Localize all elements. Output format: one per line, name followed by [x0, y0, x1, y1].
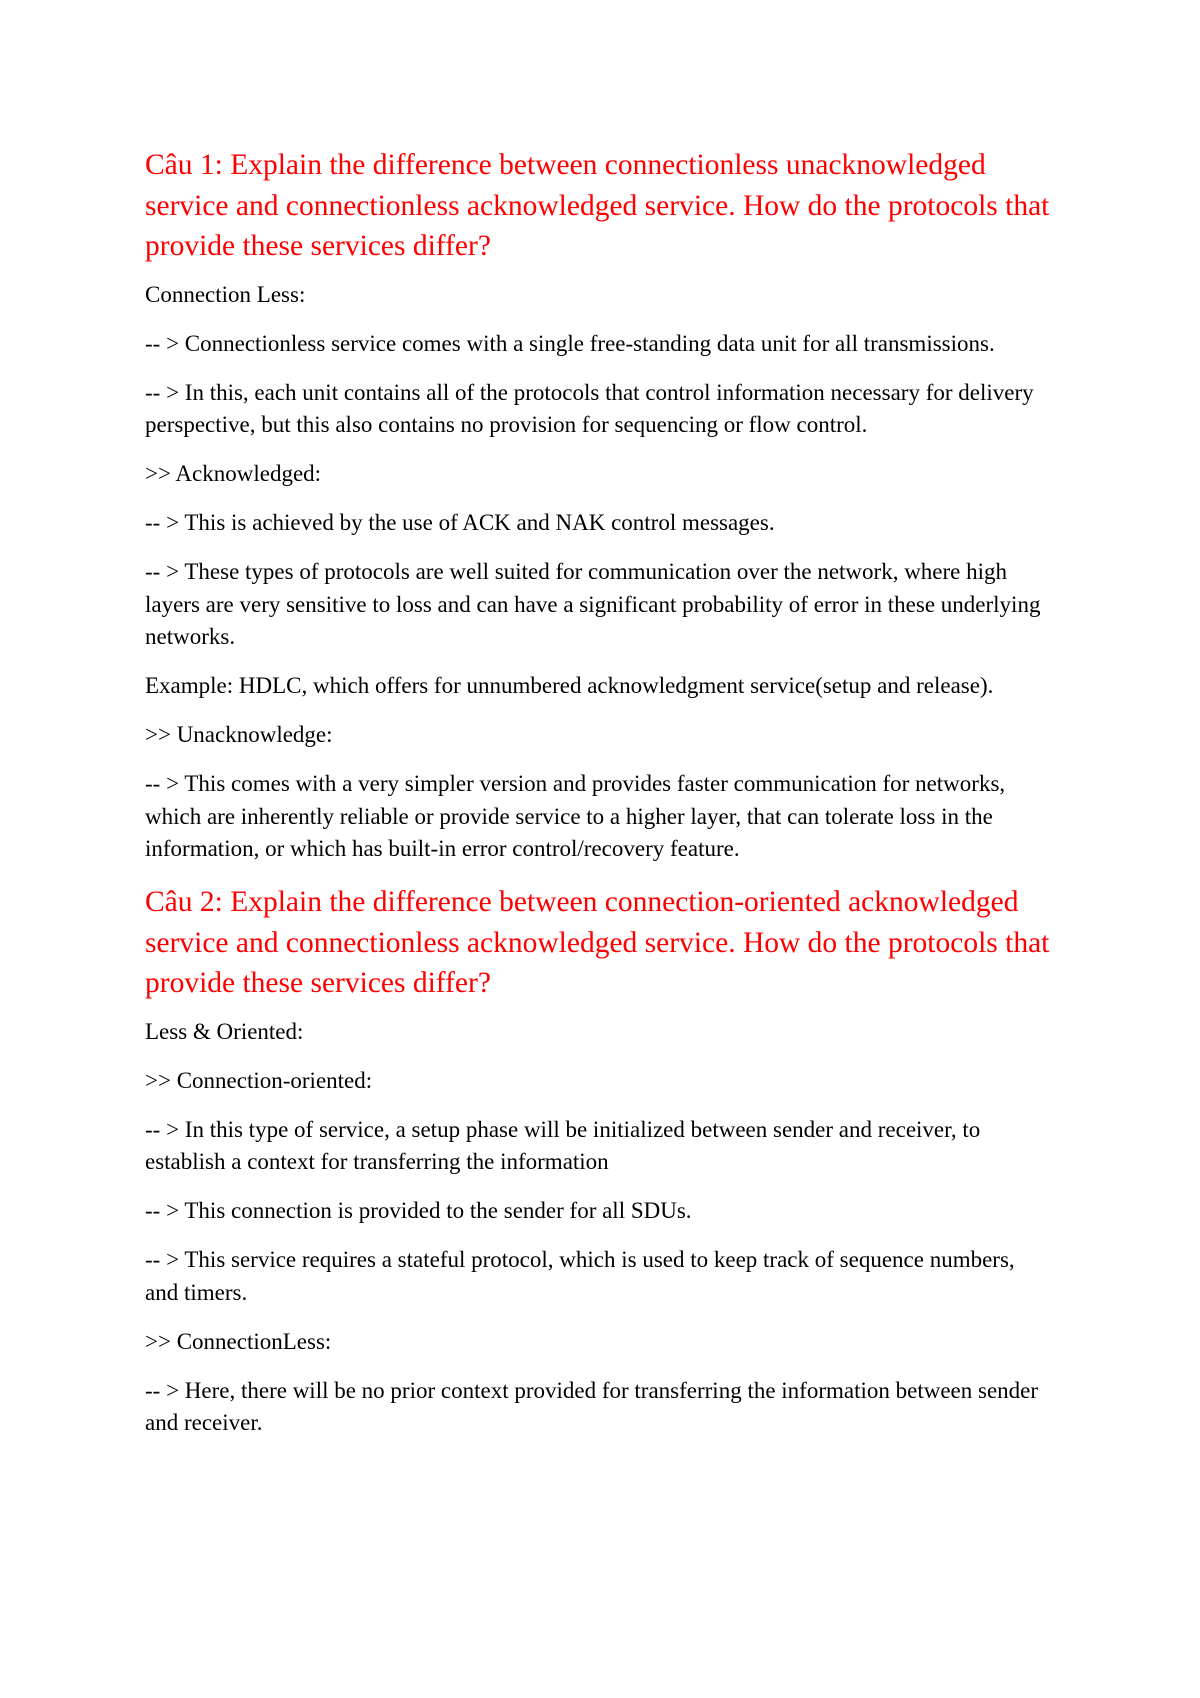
q1-paragraph: -- > In this, each unit contains all of the protocols that control information necessary for delivery perspective, but this also contains no provision for sequencing or flow control. — [145, 379, 1034, 437]
q2-paragraph: -- > This connection is provided to the sender for all SDUs. — [145, 1198, 692, 1223]
q2-paragraph: >> ConnectionLess: — [145, 1328, 332, 1354]
q1-paragraph: -- > These types of protocols are well suited for communication over the network, where high layers are very sensitive to loss and can have a significant probability of error in these underlying networks. — [145, 559, 1041, 649]
q1-paragraph: -- > This is achieved by the use of ACK and NAK control messages. — [145, 510, 775, 535]
q1-paragraph: >> Unacknowledge: — [145, 722, 333, 747]
q2-paragraph: >> Connection-oriented: — [145, 1067, 373, 1093]
q1-paragraph: Example: HDLC, which offers for unnumbered acknowledgment service(setup and release). — [145, 673, 994, 698]
q2-paragraph: -- > This service requires a stateful protocol, which is used to keep track of sequence numbers, and timers. — [145, 1247, 1015, 1305]
q1-paragraph: Connection Less: — [145, 281, 306, 307]
question-1-heading: Câu 1: Explain the difference between connectionless unacknowledged service and connectionless acknowledged service. How do the protocols that provide these services differ? — [145, 149, 1050, 262]
q2-paragraph: -- > In this type of service, a setup phase will be initialized between sender and receiver, to establish a context for transferring the information — [145, 1116, 981, 1174]
question-2-heading: Câu 2: Explain the difference between connection-oriented acknowledged service and connectionless acknowledged service. How do the protocols that provide these services differ? — [145, 886, 1050, 999]
q1-paragraph: >> Acknowledged: — [145, 461, 322, 486]
document-page — [145, 145, 1050, 1456]
q1-paragraph: -- > Connectionless service comes with a single free-standing data unit for all transmissions. — [145, 330, 995, 356]
q1-paragraph: -- > This comes with a very simpler version and provides faster communication for networks, which are inherently reliable or provide service to a higher layer, that can tolerate loss in the information, or which has built-in error control/recovery feature. — [145, 771, 1006, 861]
q2-paragraph: Less & Oriented: — [145, 1018, 304, 1044]
q2-paragraph: -- > Here, there will be no prior context provided for transferring the information between sender and receiver. — [145, 1377, 1039, 1435]
